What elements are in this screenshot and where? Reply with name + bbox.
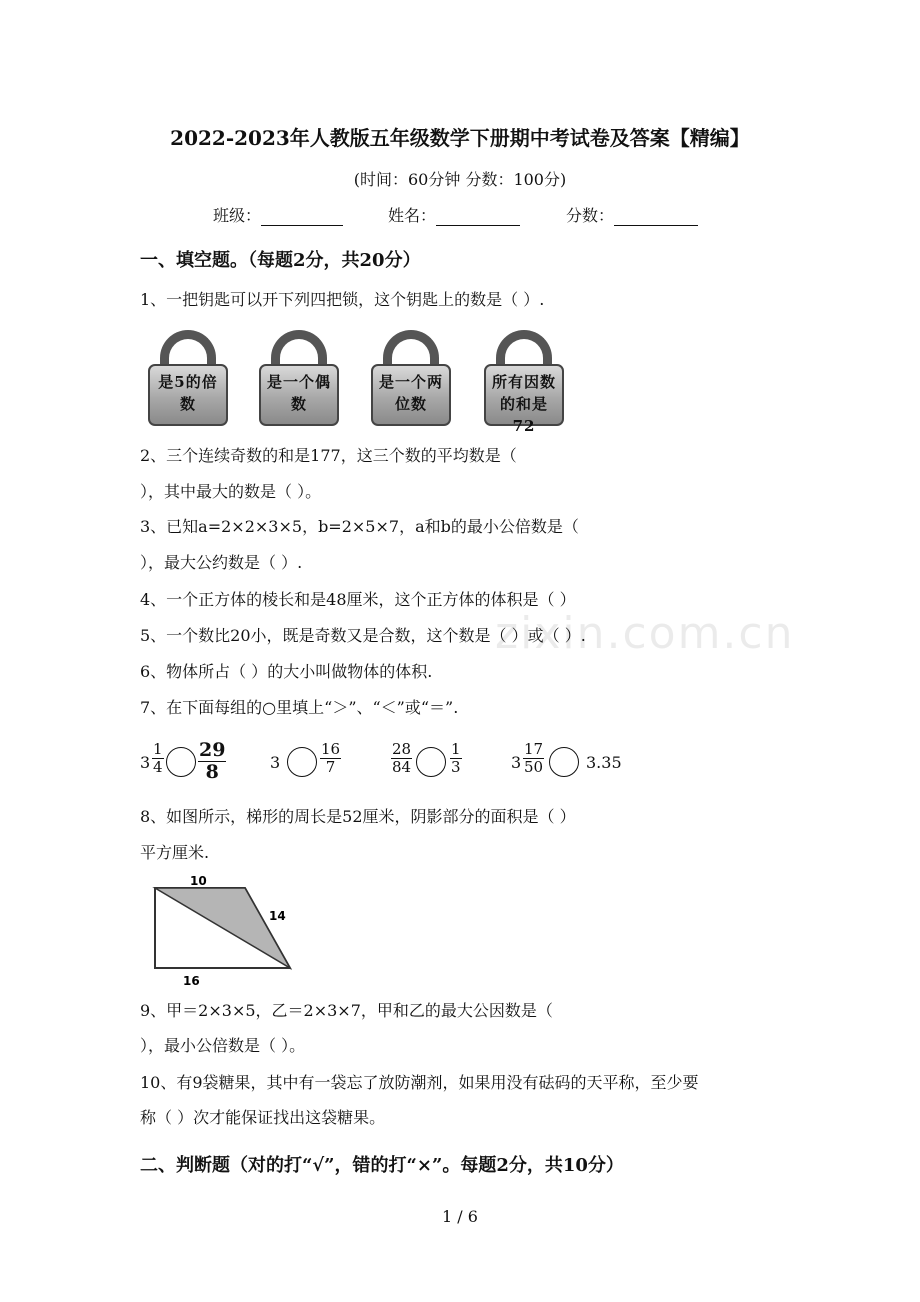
q7c-numerator: 28 bbox=[392, 740, 412, 758]
trapezoid-bottom-label: 16 bbox=[183, 974, 200, 988]
question-6: 6、物体所占（ ）的大小叫做物体的体积. bbox=[140, 662, 433, 681]
question-10-line2: 称（ ）次才能保证找出这袋糖果。 bbox=[140, 1108, 386, 1127]
q7a-compare-circle[interactable] bbox=[166, 747, 196, 777]
q7d-integer: 3 bbox=[511, 753, 522, 772]
lock-1-label: 是5的倍数 bbox=[158, 373, 218, 413]
question-7: 7、在下面每组的○里填上“＞”、“＜”或“＝”. bbox=[140, 698, 459, 717]
page-number: 1 / 6 bbox=[442, 1207, 478, 1226]
name-field bbox=[388, 203, 520, 226]
question-3-line1: 3、已知a=2×2×3×5，b=2×5×7，a和b的最小公倍数是（ bbox=[140, 517, 579, 536]
class-field bbox=[213, 203, 343, 226]
question-4: 4、一个正方体的棱长和是48厘米，这个正方体的体积是（ ） bbox=[140, 590, 576, 609]
q7b-integer: 3 bbox=[270, 753, 281, 772]
watermark: zixin.com.cn bbox=[495, 608, 795, 659]
question-9-line2: ），最小公倍数是（ ）。 bbox=[140, 1036, 306, 1055]
trapezoid-side-label: 14 bbox=[269, 909, 286, 923]
q7c-fraction bbox=[391, 741, 412, 776]
name-blank[interactable] bbox=[436, 207, 520, 226]
q7a-right-numerator: 29 bbox=[199, 739, 226, 761]
question-10-line1: 10、有9袋糖果，其中有一袋忘了放防潮剂，如果用没有砝码的天平称，至少要 bbox=[140, 1073, 699, 1092]
trapezoid-top-label: 10 bbox=[190, 874, 207, 888]
q7b-compare-circle[interactable] bbox=[287, 747, 317, 777]
section2-heading: 二、判断题（对的打“√”，错的打“×”。每题2分，共10分） bbox=[140, 1155, 624, 1176]
lock-1 bbox=[148, 330, 228, 426]
shaded-triangle bbox=[155, 888, 290, 968]
lock-4 bbox=[484, 330, 564, 435]
trapezoid-figure bbox=[145, 868, 305, 988]
exam-title: 2022-2023年人教版五年级数学下册期中考试卷及答案【精编】 bbox=[170, 126, 750, 150]
class-blank[interactable] bbox=[261, 207, 343, 226]
q7b-right-numerator: 16 bbox=[321, 740, 341, 758]
score-blank[interactable] bbox=[614, 207, 698, 226]
q7a-fraction bbox=[152, 741, 164, 776]
question-8-line1: 8、如图所示，梯形的周长是52厘米，阴影部分的面积是（ ） bbox=[140, 807, 576, 826]
question-3-line2: ），最大公约数是（ ）. bbox=[140, 553, 303, 572]
q7a-numerator: 1 bbox=[153, 740, 163, 758]
q7c-compare-circle[interactable] bbox=[416, 747, 446, 777]
question-2-line2: ），其中最大的数是（ ）。 bbox=[140, 482, 322, 501]
q7b-right-denominator: 7 bbox=[325, 758, 336, 776]
q7a-right-fraction bbox=[198, 740, 226, 783]
lock-3-label: 是一个两位数 bbox=[378, 373, 443, 413]
question-8-line2: 平方厘米. bbox=[140, 843, 210, 862]
q7d-denominator: 50 bbox=[524, 758, 544, 776]
q7d-right-value: 3.35 bbox=[586, 753, 622, 772]
score-label: 分数： bbox=[566, 206, 615, 225]
q7a-integer: 3 bbox=[140, 753, 151, 772]
name-label: 姓名： bbox=[388, 206, 437, 225]
q7c-right-numerator: 1 bbox=[451, 740, 461, 758]
section1-heading: 一、填空题。（每题2分，共20分） bbox=[140, 250, 421, 271]
q7d-numerator: 17 bbox=[524, 740, 544, 758]
q7b-right-fraction bbox=[320, 741, 341, 776]
question-2-line1: 2、三个连续奇数的和是177，这三个数的平均数是（ bbox=[140, 446, 517, 465]
q7a-denominator: 4 bbox=[153, 758, 163, 776]
score-field bbox=[566, 203, 698, 226]
q7d-compare-circle[interactable] bbox=[549, 747, 579, 777]
q7d-fraction bbox=[523, 741, 544, 776]
q7c-right-denominator: 3 bbox=[451, 758, 461, 776]
lock-3 bbox=[371, 330, 451, 426]
q7c-right-fraction bbox=[450, 741, 462, 776]
lock-4-label: 所有因数的和是72 bbox=[491, 373, 556, 435]
lock-2 bbox=[259, 330, 339, 426]
q7c-denominator: 84 bbox=[392, 758, 412, 776]
lock-2-label: 是一个偶数 bbox=[266, 373, 331, 413]
question-9-line1: 9、甲＝2×3×5，乙＝2×3×7，甲和乙的最大公因数是（ bbox=[140, 1001, 553, 1020]
exam-subtitle: (时间：60分钟 分数：100分) bbox=[353, 170, 567, 189]
question-5: 5、一个数比20小，既是奇数又是合数，这个数是（ ）或（ ）. bbox=[140, 626, 586, 645]
class-label: 班级： bbox=[213, 206, 262, 225]
q7a-right-denominator: 8 bbox=[205, 761, 219, 783]
question-1: 1、一把钥匙可以开下列四把锁，这个钥匙上的数是（ ）. bbox=[140, 290, 545, 309]
